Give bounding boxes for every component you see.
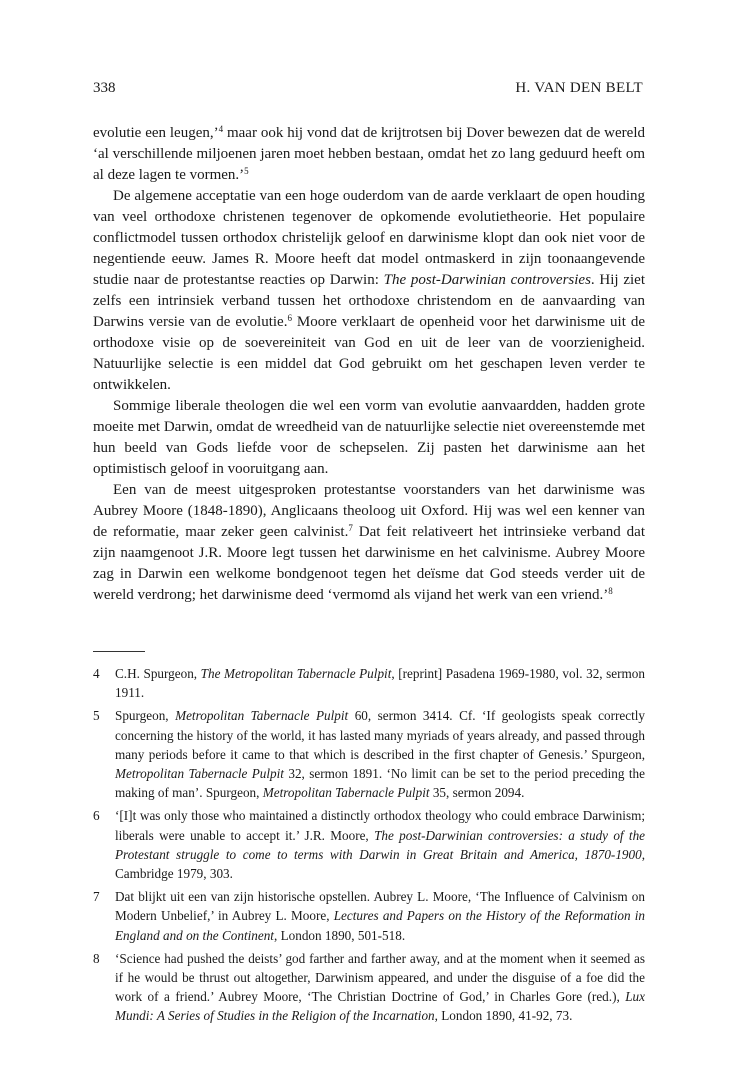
footnote-ref: 4 [218, 124, 224, 134]
text-run: , London 1890, 41-92, 73. [434, 1008, 573, 1024]
running-header [93, 80, 643, 100]
text-run: , London 1890, 501-518. [273, 927, 406, 943]
footnote [93, 706, 645, 802]
text-run: 32, sermon 1891. ‘No limit can be set to the period preceding the making of man’. Spurgeon, [115, 766, 645, 801]
page-number: 338 [93, 80, 116, 96]
footnote [93, 887, 645, 945]
footnote-text [115, 708, 645, 800]
text-run: De algemene acceptatie van een hoge ouderdom van de aarde verklaart de open houding van veel orthodoxe christenen tegenover de opkomende evolutietheorie. Het populaire conflictmodel tussen orthodox christelijk geloof en darwinisme klopt dan ook niet voor de negentiende eeuw. James R. Moore heeft dat model ontmaskerd in zijn toonaangevende studie naar de protestantse reacties op Darwin: [93, 188, 645, 288]
paragraph [93, 396, 645, 480]
italic-title: The Metropolitan Tabernacle Pulpit [200, 666, 392, 681]
footnote-ref: 8 [608, 586, 613, 596]
footnote-number: 4 [93, 666, 100, 681]
text-run: C.H. Spurgeon, [115, 666, 201, 681]
footnote-ref: 7 [348, 523, 353, 533]
footnote [93, 664, 645, 702]
text-run: . Hij ziet zelfs een intrinsiek verband tussen het orthodoxe christendom en de aanvaarding van Darwins versie van de evolutie. [93, 272, 645, 330]
footnote [93, 949, 645, 1026]
text-run: Een van de meest uitgesproken protestantse voorstanders van het darwinisme was Aubrey Moore (1848-1890), Anglicaans theoloog uit Oxford. Hij was wel een kenner van de reformatie, maar zeker geen calvinist. [93, 482, 645, 540]
italic-title: Metropolitan Tabernacle Pulpit [115, 766, 284, 782]
footnote-number: 8 [93, 950, 100, 966]
italic-title: The post-Darwinian controversies: a study of the Protestant struggle to come to terms with Darwin in Great Britain and America, 1870-1900 [115, 827, 646, 862]
italic-title: Metropolitan Tabernacle Pulpit [175, 708, 349, 724]
italic-title: Lux Mundi: A Series of Studies in the Religion of the Incarnation [115, 989, 645, 1024]
text-run: , Cambridge 1979, 303. [115, 846, 645, 882]
italic-title: The post-Darwinian controversies [383, 272, 591, 288]
footnote-ref: 6 [287, 313, 292, 323]
text-run: 60, sermon 3414. Cf. ‘If geologists speak correctly concerning the history of the world, it has lasted many myriads of years already, and passed through many periods before it came to that which is described in the first chapter of Genesis.’ Spurgeon, [115, 708, 645, 762]
footnote-text [115, 951, 645, 1024]
text-run: Dat feit relativeert het intrinsieke verband dat zijn naamgenoot J.R. Moore legt tussen het darwinisme en het calvinisme. Aubrey Moore zag in Darwin een welkome bondgenoot tegen het deïsme dat God steeds verder uit de wereld verdrong; het darwinisme deed ‘vermomd als vijand het werk van een vriend.’ [93, 524, 646, 603]
text-run: evolutie een leugen,’ [93, 125, 219, 141]
footnote [93, 806, 645, 883]
paragraph [93, 480, 645, 606]
paragraph [93, 123, 645, 186]
footnote-text [115, 889, 645, 942]
footnote-divider [93, 651, 145, 652]
running-header-author: H. VAN DEN BELT [515, 80, 643, 96]
text-run: Spurgeon, [115, 708, 176, 724]
footnote-number: 5 [93, 708, 100, 724]
paragraph [93, 186, 645, 396]
footnotes [93, 664, 645, 1030]
text-run: , [reprint] Pasadena 1969-1980, vol. 32, sermon 1911. [115, 666, 645, 701]
footnote-text [115, 666, 645, 700]
body-text [93, 123, 645, 606]
text-run: ‘[I]t was only those who maintained a distinctly orthodox theology who could embrace Darwinism; liberals were unable to accept it.’ J.R. Moore, [115, 808, 645, 843]
footnote-ref: 5 [244, 166, 249, 176]
text-run: Sommige liberale theologen die wel een vorm van evolutie aanvaardden, hadden grote moeite met Darwin, omdat de wreedheid van de natuurlijke selectie niet overeenstemde met hun beeld van Gods liefde voor de schepselen. Zij pasten het darwinisme aan het optimistisch geloof in vooruitgang aan. [93, 398, 645, 477]
text-run: maar ook hij vond dat de krijtrotsen bij Dover bewezen dat de wereld ‘al verschillende miljoenen jaren moet hebben bestaan, omdat het zo lang geduurd heeft om al deze lagen te vormen.’ [93, 125, 645, 183]
italic-title: Metropolitan Tabernacle Pulpit [262, 785, 430, 801]
footnote-text [115, 808, 645, 881]
italic-title: Lectures and Papers on the History of the Reformation in England and on the Continent [115, 908, 645, 943]
footnote-number: 7 [93, 889, 100, 905]
text-run: ‘Science had pushed the deists’ god farther and farther away, and at the moment when it seemed as if he would be thrust out altogether, Darwinism appeared, and under the disguise of a foe did the work of a friend.’ Aubrey Moore, ‘The Christian Doctrine of God,’ in Charles Gore (red.), [115, 950, 645, 1005]
footnote-number: 6 [93, 808, 100, 824]
text-run: 35, sermon 2094. [429, 785, 525, 801]
text-run: Dat blijkt uit een van zijn historische opstellen. Aubrey L. Moore, ‘The Influence of Calvinism on Modern Unbelief,’ in Aubrey L. Moore, [115, 889, 645, 924]
text-run: Moore verklaart de openheid voor het darwinisme uit de orthodoxe visie op de soevereiniteit van God en uit de leer van de voorzienigheid. Natuurlijke selectie is een middel dat God gebruikt om het geschapen leven verder te ontwikkelen. [93, 314, 645, 393]
